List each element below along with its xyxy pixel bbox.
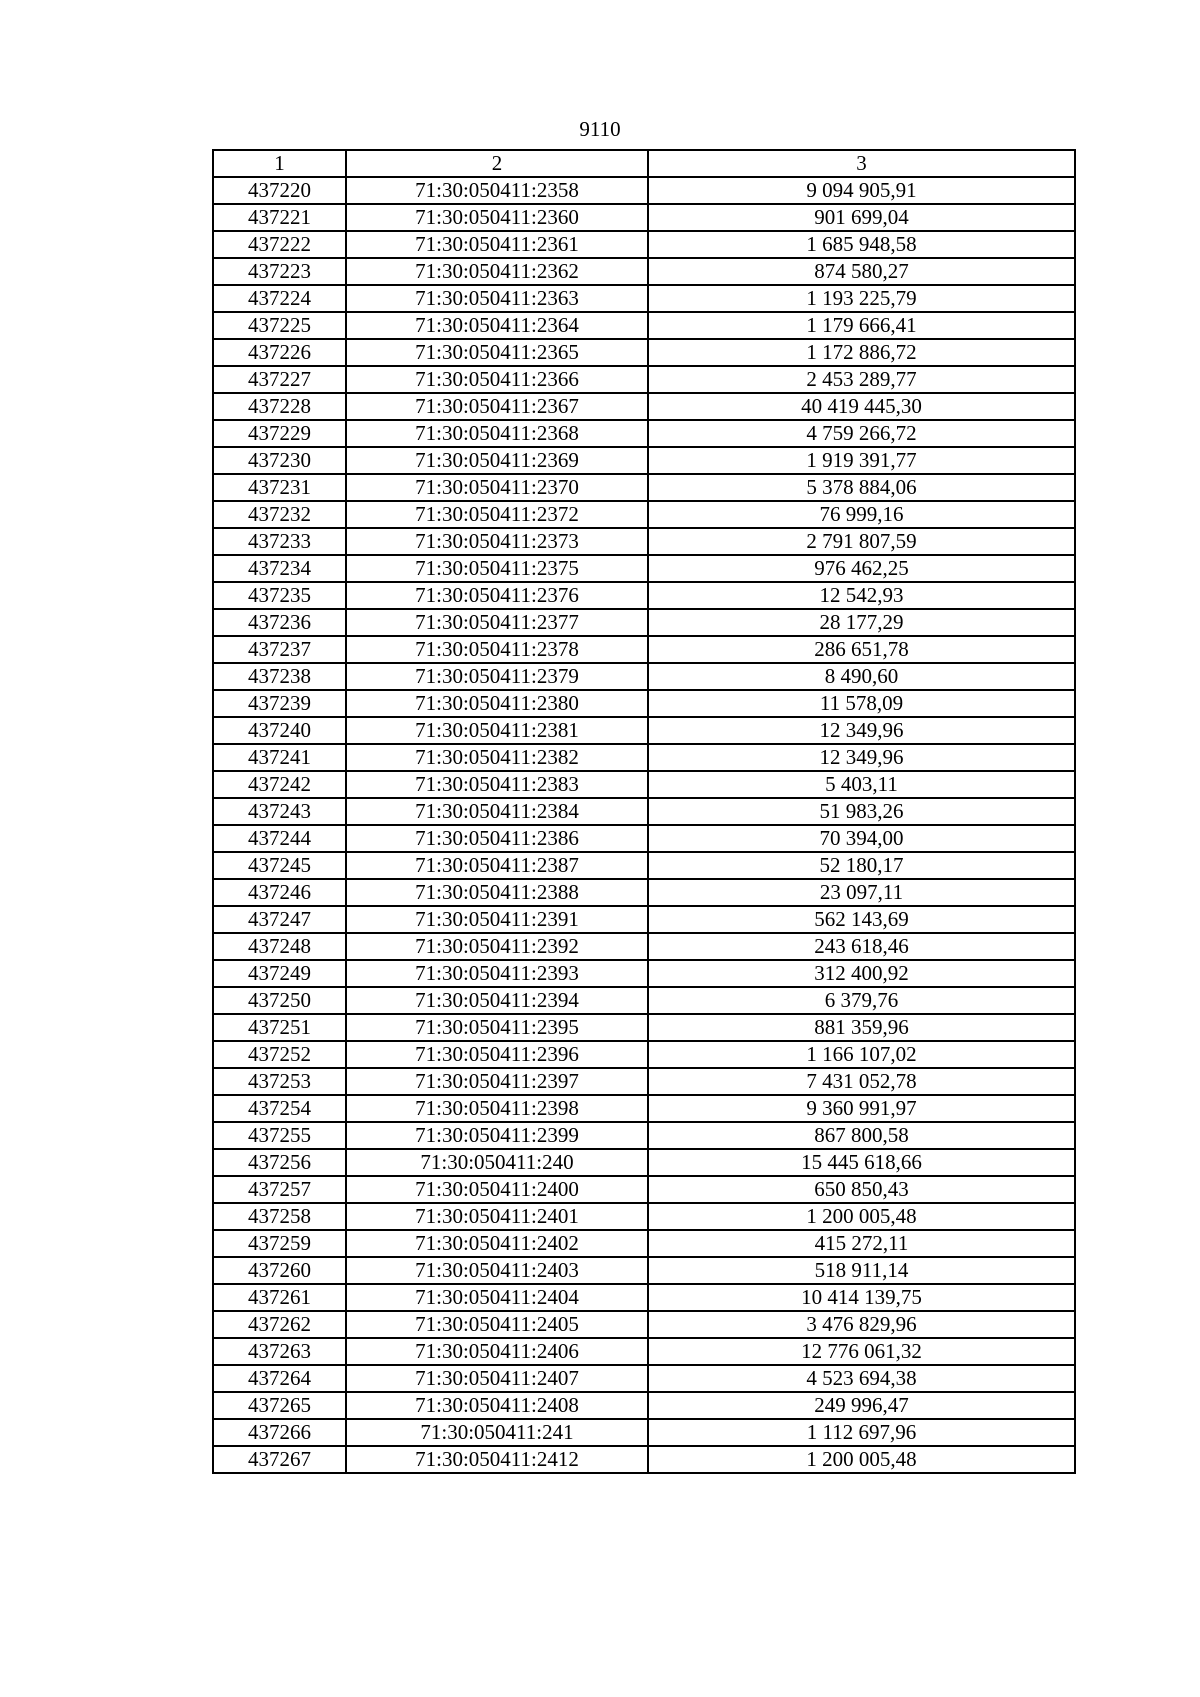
cadastral-number-cell: 71:30:050411:2396: [346, 1041, 648, 1068]
header-row: [213, 150, 1075, 177]
row-number-cell: 437259: [213, 1230, 346, 1257]
value-cell: 976 462,25: [648, 555, 1075, 582]
row-number-cell: 437230: [213, 447, 346, 474]
cadastral-number-cell: 71:30:050411:2395: [346, 1014, 648, 1041]
value-cell: 12 349,96: [648, 744, 1075, 771]
cadastral-number-cell: 71:30:050411:2367: [346, 393, 648, 420]
value-cell: 7 431 052,78: [648, 1068, 1075, 1095]
table-row: [213, 798, 1075, 825]
value-cell: 1 166 107,02: [648, 1041, 1075, 1068]
table-row: [213, 582, 1075, 609]
table-row: [213, 1419, 1075, 1446]
row-number-cell: 437231: [213, 474, 346, 501]
table-row: [213, 528, 1075, 555]
table-row: [213, 285, 1075, 312]
row-number-cell: 437249: [213, 960, 346, 987]
row-number-cell: 437227: [213, 366, 346, 393]
cadastral-number-cell: 71:30:050411:2365: [346, 339, 648, 366]
table-row: [213, 744, 1075, 771]
cadastral-number-cell: 71:30:050411:2402: [346, 1230, 648, 1257]
row-number-cell: 437245: [213, 852, 346, 879]
value-cell: 1 200 005,48: [648, 1446, 1075, 1473]
row-number-cell: 437225: [213, 312, 346, 339]
row-number-cell: 437241: [213, 744, 346, 771]
value-cell: 51 983,26: [648, 798, 1075, 825]
cadastral-number-cell: 71:30:050411:2373: [346, 528, 648, 555]
cadastral-number-cell: 71:30:050411:2363: [346, 285, 648, 312]
row-number-cell: 437222: [213, 231, 346, 258]
row-number-cell: 437246: [213, 879, 346, 906]
table-row: [213, 366, 1075, 393]
table-row: [213, 447, 1075, 474]
cadastral-number-cell: 71:30:050411:2412: [346, 1446, 648, 1473]
value-cell: 1 193 225,79: [648, 285, 1075, 312]
cadastral-number-cell: 71:30:050411:2406: [346, 1338, 648, 1365]
cadastral-number-cell: 71:30:050411:2388: [346, 879, 648, 906]
cadastral-number-cell: 71:30:050411:2383: [346, 771, 648, 798]
value-cell: 28 177,29: [648, 609, 1075, 636]
value-cell: 12 542,93: [648, 582, 1075, 609]
cadastral-number-cell: 71:30:050411:2394: [346, 987, 648, 1014]
table-row: [213, 1311, 1075, 1338]
row-number-cell: 437264: [213, 1365, 346, 1392]
cadastral-number-cell: 71:30:050411:2376: [346, 582, 648, 609]
row-number-cell: 437224: [213, 285, 346, 312]
row-number-cell: 437266: [213, 1419, 346, 1446]
value-cell: 1 172 886,72: [648, 339, 1075, 366]
table-row: [213, 690, 1075, 717]
table-row: [213, 771, 1075, 798]
value-cell: 867 800,58: [648, 1122, 1075, 1149]
table-row: [213, 1446, 1075, 1473]
value-cell: 650 850,43: [648, 1176, 1075, 1203]
row-number-cell: 437238: [213, 663, 346, 690]
row-number-cell: 437233: [213, 528, 346, 555]
table-row: [213, 1392, 1075, 1419]
table-row: [213, 879, 1075, 906]
cadastral-number-cell: 71:30:050411:2386: [346, 825, 648, 852]
row-number-cell: 437237: [213, 636, 346, 663]
header-col-1: 1: [213, 150, 346, 177]
row-number-cell: 437261: [213, 1284, 346, 1311]
row-number-cell: 437239: [213, 690, 346, 717]
cadastral-number-cell: 71:30:050411:2393: [346, 960, 648, 987]
row-number-cell: 437258: [213, 1203, 346, 1230]
table-row: [213, 1203, 1075, 1230]
value-cell: 9 094 905,91: [648, 177, 1075, 204]
table-row: [213, 1122, 1075, 1149]
cadastral-number-cell: 71:30:050411:2360: [346, 204, 648, 231]
cadastral-number-cell: 71:30:050411:2381: [346, 717, 648, 744]
row-number-cell: 437240: [213, 717, 346, 744]
table-row: [213, 1230, 1075, 1257]
row-number-cell: 437232: [213, 501, 346, 528]
table-row: [213, 258, 1075, 285]
value-cell: 249 996,47: [648, 1392, 1075, 1419]
table-row: [213, 204, 1075, 231]
cadastral-number-cell: 71:30:050411:2361: [346, 231, 648, 258]
row-number-cell: 437220: [213, 177, 346, 204]
row-number-cell: 437244: [213, 825, 346, 852]
cadastral-number-cell: 71:30:050411:2407: [346, 1365, 648, 1392]
value-cell: 881 359,96: [648, 1014, 1075, 1041]
row-number-cell: 437229: [213, 420, 346, 447]
table-row: [213, 663, 1075, 690]
table-row: [213, 312, 1075, 339]
row-number-cell: 437262: [213, 1311, 346, 1338]
table-row: [213, 852, 1075, 879]
table-row: [213, 177, 1075, 204]
table-row: [213, 906, 1075, 933]
value-cell: 5 378 884,06: [648, 474, 1075, 501]
cadastral-number-cell: 71:30:050411:2362: [346, 258, 648, 285]
cadastral-number-cell: 71:30:050411:2403: [346, 1257, 648, 1284]
value-cell: 12 349,96: [648, 717, 1075, 744]
table-row: [213, 1095, 1075, 1122]
value-cell: 52 180,17: [648, 852, 1075, 879]
table-row: [213, 1257, 1075, 1284]
cadastral-number-cell: 71:30:050411:241: [346, 1419, 648, 1446]
cadastral-number-cell: 71:30:050411:2398: [346, 1095, 648, 1122]
row-number-cell: 437247: [213, 906, 346, 933]
value-cell: 76 999,16: [648, 501, 1075, 528]
registry-table: [212, 149, 1076, 1474]
row-number-cell: 437257: [213, 1176, 346, 1203]
table-row: [213, 1365, 1075, 1392]
row-number-cell: 437251: [213, 1014, 346, 1041]
table-row: [213, 420, 1075, 447]
cadastral-number-cell: 71:30:050411:2372: [346, 501, 648, 528]
value-cell: 70 394,00: [648, 825, 1075, 852]
row-number-cell: 437255: [213, 1122, 346, 1149]
cadastral-number-cell: 71:30:050411:2401: [346, 1203, 648, 1230]
row-number-cell: 437235: [213, 582, 346, 609]
value-cell: 312 400,92: [648, 960, 1075, 987]
table-row: [213, 501, 1075, 528]
cadastral-number-cell: 71:30:050411:2382: [346, 744, 648, 771]
cadastral-number-cell: 71:30:050411:2379: [346, 663, 648, 690]
value-cell: 10 414 139,75: [648, 1284, 1075, 1311]
value-cell: 4 759 266,72: [648, 420, 1075, 447]
value-cell: 286 651,78: [648, 636, 1075, 663]
table-row: [213, 1284, 1075, 1311]
row-number-cell: 437242: [213, 771, 346, 798]
value-cell: 1 179 666,41: [648, 312, 1075, 339]
cadastral-number-cell: 71:30:050411:2358: [346, 177, 648, 204]
row-number-cell: 437228: [213, 393, 346, 420]
table-row: [213, 636, 1075, 663]
row-number-cell: 437254: [213, 1095, 346, 1122]
row-number-cell: 437253: [213, 1068, 346, 1095]
row-number-cell: 437236: [213, 609, 346, 636]
row-number-cell: 437243: [213, 798, 346, 825]
table-row: [213, 717, 1075, 744]
cadastral-number-cell: 71:30:050411:2369: [346, 447, 648, 474]
value-cell: 3 476 829,96: [648, 1311, 1075, 1338]
table-row: [213, 933, 1075, 960]
value-cell: 1 200 005,48: [648, 1203, 1075, 1230]
table-row: [213, 393, 1075, 420]
cadastral-number-cell: 71:30:050411:2380: [346, 690, 648, 717]
table-row: [213, 231, 1075, 258]
cadastral-number-cell: 71:30:050411:2405: [346, 1311, 648, 1338]
cadastral-number-cell: 71:30:050411:2399: [346, 1122, 648, 1149]
table-row: [213, 555, 1075, 582]
header-col-3: 3: [648, 150, 1075, 177]
row-number-cell: 437223: [213, 258, 346, 285]
cadastral-number-cell: 71:30:050411:2392: [346, 933, 648, 960]
table-row: [213, 1338, 1075, 1365]
value-cell: 12 776 061,32: [648, 1338, 1075, 1365]
table-row: [213, 1014, 1075, 1041]
value-cell: 2 453 289,77: [648, 366, 1075, 393]
cadastral-number-cell: 71:30:050411:2408: [346, 1392, 648, 1419]
row-number-cell: 437260: [213, 1257, 346, 1284]
value-cell: 9 360 991,97: [648, 1095, 1075, 1122]
value-cell: 1 685 948,58: [648, 231, 1075, 258]
table-row: [213, 1068, 1075, 1095]
table-row: [213, 1176, 1075, 1203]
cadastral-number-cell: 71:30:050411:2384: [346, 798, 648, 825]
cadastral-number-cell: 71:30:050411:2377: [346, 609, 648, 636]
value-cell: 2 791 807,59: [648, 528, 1075, 555]
row-number-cell: 437226: [213, 339, 346, 366]
value-cell: 5 403,11: [648, 771, 1075, 798]
cadastral-number-cell: 71:30:050411:2370: [346, 474, 648, 501]
value-cell: 901 699,04: [648, 204, 1075, 231]
row-number-cell: 437248: [213, 933, 346, 960]
value-cell: 243 618,46: [648, 933, 1075, 960]
table-header: [213, 150, 1075, 177]
table-row: [213, 339, 1075, 366]
value-cell: 4 523 694,38: [648, 1365, 1075, 1392]
cadastral-number-cell: 71:30:050411:2366: [346, 366, 648, 393]
value-cell: 15 445 618,66: [648, 1149, 1075, 1176]
row-number-cell: 437256: [213, 1149, 346, 1176]
value-cell: 6 379,76: [648, 987, 1075, 1014]
value-cell: 40 419 445,30: [648, 393, 1075, 420]
cadastral-number-cell: 71:30:050411:2404: [346, 1284, 648, 1311]
table-row: [213, 825, 1075, 852]
value-cell: 562 143,69: [648, 906, 1075, 933]
row-number-cell: 437250: [213, 987, 346, 1014]
page-number: 9110: [579, 117, 621, 141]
value-cell: 1 919 391,77: [648, 447, 1075, 474]
row-number-cell: 437267: [213, 1446, 346, 1473]
value-cell: 1 112 697,96: [648, 1419, 1075, 1446]
cadastral-number-cell: 71:30:050411:240: [346, 1149, 648, 1176]
row-number-cell: 437265: [213, 1392, 346, 1419]
table-row: [213, 474, 1075, 501]
table-row: [213, 1041, 1075, 1068]
cadastral-number-cell: 71:30:050411:2397: [346, 1068, 648, 1095]
table-row: [213, 987, 1075, 1014]
table-body: [213, 177, 1075, 1473]
value-cell: 518 911,14: [648, 1257, 1075, 1284]
value-cell: 23 097,11: [648, 879, 1075, 906]
value-cell: 415 272,11: [648, 1230, 1075, 1257]
value-cell: 8 490,60: [648, 663, 1075, 690]
cadastral-number-cell: 71:30:050411:2378: [346, 636, 648, 663]
value-cell: 874 580,27: [648, 258, 1075, 285]
header-col-2: 2: [346, 150, 648, 177]
cadastral-number-cell: 71:30:050411:2364: [346, 312, 648, 339]
row-number-cell: 437252: [213, 1041, 346, 1068]
cadastral-number-cell: 71:30:050411:2400: [346, 1176, 648, 1203]
row-number-cell: 437221: [213, 204, 346, 231]
cadastral-number-cell: 71:30:050411:2391: [346, 906, 648, 933]
cadastral-number-cell: 71:30:050411:2368: [346, 420, 648, 447]
table-row: [213, 609, 1075, 636]
cadastral-number-cell: 71:30:050411:2387: [346, 852, 648, 879]
row-number-cell: 437234: [213, 555, 346, 582]
value-cell: 11 578,09: [648, 690, 1075, 717]
cadastral-number-cell: 71:30:050411:2375: [346, 555, 648, 582]
table-row: [213, 960, 1075, 987]
row-number-cell: 437263: [213, 1338, 346, 1365]
table-row: [213, 1149, 1075, 1176]
